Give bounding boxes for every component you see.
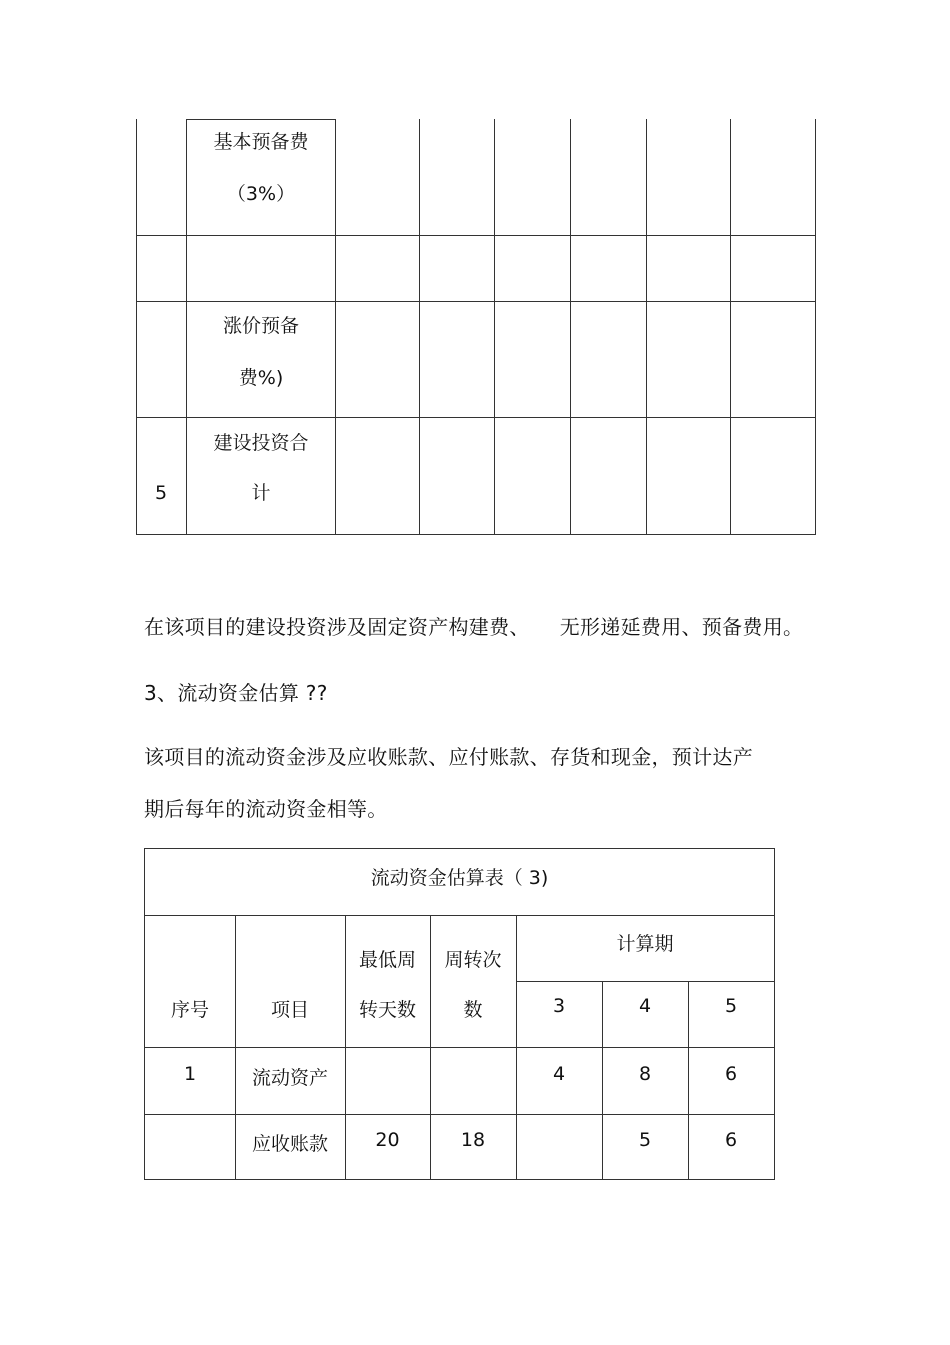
table-border [136, 119, 137, 535]
table-border [136, 534, 816, 535]
row-turnover: 18 [460, 1129, 486, 1151]
table-border [815, 119, 816, 535]
header-no: 序号 [170, 999, 209, 1021]
header-period: 计算期 [616, 933, 674, 955]
table-border [730, 119, 731, 535]
paragraph-construction-investment [144, 614, 803, 640]
working-capital-table [144, 848, 775, 1180]
cost-row-number: 5 [154, 482, 168, 504]
header-min-days-line1: 最低周 [358, 949, 416, 971]
table-border [136, 235, 816, 236]
table-border [570, 119, 571, 535]
table-border [186, 119, 336, 120]
row-item: 应收账款 [251, 1133, 328, 1155]
table-border [646, 119, 647, 535]
cost-row-item-line1: 基本预备费 [213, 131, 309, 153]
header-period-5: 5 [724, 995, 738, 1017]
cost-row-item-line2: 费%) [238, 367, 284, 389]
table-border [145, 915, 774, 916]
cost-table [136, 119, 816, 535]
header-period-3: 3 [552, 995, 566, 1017]
table-border [419, 119, 420, 535]
table-border [145, 1114, 774, 1115]
table-border [136, 301, 816, 302]
row-no: 1 [183, 1063, 197, 1085]
table-border [494, 119, 495, 535]
row-item: 流动资产 [251, 1067, 328, 1089]
header-turnover-line2: 数 [463, 999, 483, 1021]
paragraph-working-capital-line1: 该项目的流动资金涉及应收账款、应付账款、存货和现金，预计达产 [144, 745, 753, 769]
row-period-3: 4 [552, 1063, 566, 1085]
header-item: 项目 [270, 999, 309, 1021]
paragraph-text: 无形递延费用、预备费用。 [559, 615, 804, 639]
cost-row-item-line1: 涨价预备 [222, 315, 299, 337]
row-period-4: 8 [638, 1063, 652, 1085]
cost-row-item-line1: 建设投资合 [213, 432, 309, 454]
row-period-5: 6 [724, 1129, 738, 1151]
cost-row-item-line2: 计 [251, 482, 271, 504]
table-border [136, 417, 816, 418]
row-period-4: 5 [638, 1129, 652, 1151]
paragraph-text: 在该项目的建设投资涉及固定资产构建费、 [144, 615, 530, 639]
row-period-5: 6 [724, 1063, 738, 1085]
cost-row-item-line2: （3%） [226, 183, 296, 205]
header-period-4: 4 [638, 995, 652, 1017]
table-border [145, 1047, 774, 1048]
table-border [516, 981, 774, 982]
header-turnover-line1: 周转次 [444, 949, 502, 971]
header-min-days-line2: 转天数 [358, 999, 416, 1021]
paragraph-working-capital-line2: 期后每年的流动资金相等。 [144, 797, 388, 821]
section-heading: 3、流动资金估算 ?? [144, 681, 328, 705]
row-min-days: 20 [375, 1129, 400, 1151]
table-title: 流动资金估算表（ 3) [370, 867, 549, 889]
